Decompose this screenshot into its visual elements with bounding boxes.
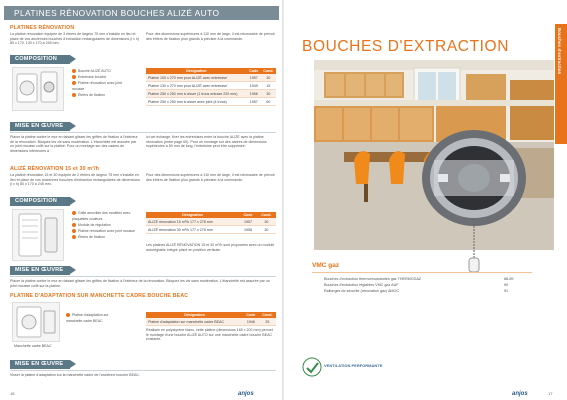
left-page — [0, 0, 283, 400]
page-title-bar: PLATINES RÉNOVATION BOUCHES ALIZÉ AUTO — [4, 6, 279, 20]
fan-product-image — [404, 120, 544, 280]
cell-code: 1957 — [247, 98, 261, 106]
cell-cond: 25 — [259, 318, 276, 326]
cell-cond: 30 — [257, 226, 276, 234]
cell-designation: Platine 100 x 270 mm pour ALIZÉ avec entretoise — [146, 74, 247, 82]
legend-item: Platine rénovation avec joint mousse — [78, 229, 136, 233]
certification-icon — [302, 356, 322, 378]
table-row — [146, 218, 276, 226]
table-row — [146, 318, 276, 326]
cell-code: 1956 — [247, 90, 261, 98]
legend-item: Platine rénovation avec joint mousse — [72, 81, 122, 91]
col-header: Désignation — [146, 212, 239, 218]
mise-en-oeuvre-band: MISE EN ŒUVRE — [10, 122, 70, 131]
section-heading-beac: PLATINE D'ADAPTATION SUR MANCHETTE CADRE BOUCHE BEAC — [10, 293, 189, 299]
anjos-logo: anjos — [238, 391, 254, 397]
col-header: Désignation — [146, 68, 247, 74]
cert-label: VENTILATION PERFORMANTE — [324, 363, 383, 368]
col-header: Code — [239, 212, 257, 218]
cell-designation: ALIZÉ rénovation 30 m³/h 177 x 278 mm — [146, 226, 239, 234]
product-table-1 — [146, 68, 276, 106]
mise-left-text: Placer la platine contre le mur en faisant glisser les griffes de fixation à l'intérieur de la rénovation. Bloquez les vis sans modération. L'étanchéité est assurée par un joint mousse collé sur la platine. Pour un montage sur des cadres de dimensions inférieures à — [10, 135, 138, 153]
cell-designation: Platine 250 x 250 mm à visser (1 trous entraxe 220 mm) — [146, 90, 247, 98]
table-row — [146, 98, 276, 106]
cell-code: 1957 — [247, 74, 261, 82]
cell-code: 1958 — [239, 226, 257, 234]
legend-item: Étriers de fixation — [78, 93, 106, 97]
legend-item: Grille amovible des modèles avec plaquettes couleurs — [72, 211, 131, 221]
cell-designation: Platine 130 x 270 mm pour ALIZÉ avec entretoise — [146, 82, 247, 90]
cell-code: 1957 — [239, 218, 257, 226]
legend-item: Bouche ALIZÉ AUTO — [78, 69, 111, 73]
table-row — [146, 82, 276, 90]
intro-right-text: Pour des dimensions supérieures à 110 mm de large, il est nécessaire de prévoir des étriers de fixation plus grands à préciser à la commande. — [146, 32, 275, 41]
page-number: 18 — [10, 391, 15, 396]
col-header: Cond. — [261, 68, 276, 74]
table-note: Les platines ALIZÉ RÉNOVATION 15 et 30 m³/h sont proposées avec un module autoréglable intégré placé en position verticale. — [146, 243, 275, 252]
legend-item: Module de régulation — [78, 223, 111, 227]
right-page — [284, 0, 567, 400]
divider — [10, 132, 276, 133]
cell-code: 1946 — [243, 318, 259, 326]
col-header: Code — [243, 312, 259, 318]
composition-legend — [72, 210, 138, 240]
composition-legend — [72, 68, 134, 98]
table-row — [146, 74, 276, 82]
product-line: Rallonges de sécurité (rénovation gaz) AMOC — [324, 289, 400, 293]
cell-cond: 60 — [261, 98, 276, 106]
col-header: Désignation — [146, 312, 243, 318]
composition-band: COMPOSITION — [10, 197, 70, 206]
mise-en-oeuvre-band: MISE EN ŒUVRE — [10, 266, 70, 275]
anjos-logo: anjos — [512, 391, 528, 397]
mise-en-oeuvre-band: MISE EN ŒUVRE — [10, 360, 70, 369]
alize-renovation-image — [12, 209, 64, 261]
divider — [10, 276, 276, 277]
mise-text: Placer la platine contre le mur en faisant glisser les griffes de fixation à l'intérieur de la rénovation. Bloquez les vis sans modération. L'étanchéité est assurée par un joint mousse collé sur la platine. — [10, 279, 270, 288]
beac-caption: Manchette cadre BEAC — [14, 344, 52, 348]
section-side-tab — [555, 24, 567, 144]
cell-designation: Platine 250 x 250 mm à visser avec joint (4 trous) — [146, 98, 247, 106]
product-table-3 — [146, 312, 276, 326]
section-heading-alize-renovation: ALIZÉ RÉNOVATION 15 et 30 m³/h — [10, 166, 100, 172]
beac-adapter-image — [12, 302, 60, 342]
mise-text: Visser la platine d'adaptation sur la manchette cadre de l'ancienne bouche BEAC. — [10, 373, 140, 377]
cell-cond: 30 — [261, 74, 276, 82]
table-note: Réalisée en polystyrène blanc, cette platine (dimensions 165 x 202 mm) permet le montage d'une bouche ALIZÉ AUTO sur une manchette cadre bouche BEAC existante. — [146, 328, 273, 342]
page-title: BOUCHES D'EXTRACTION — [302, 38, 510, 55]
vmc-gaz-heading: VMC gaz — [312, 262, 340, 269]
composition-band: COMPOSITION — [10, 55, 70, 64]
alize-auto-exploded-image — [12, 67, 64, 111]
cell-cond: 30 — [261, 90, 276, 98]
col-header: Cond. — [259, 312, 276, 318]
product-line: Bouches d'extraction réglables VMC gaz AUF — [324, 283, 399, 287]
table-row — [146, 226, 276, 234]
product-table-2 — [146, 212, 276, 234]
divider — [10, 370, 276, 371]
legend-item: Étriers de fixation — [78, 235, 106, 239]
cell-cond: 30 — [257, 218, 276, 226]
side-tab-label: Bouches d'extraction — [557, 28, 562, 75]
certification-badge — [302, 356, 392, 378]
legend-item: Entretoise bouche — [78, 75, 107, 79]
product-page: 91 — [504, 289, 509, 293]
legend-item: Platine d'adaptation sur manchette cadre BEAC — [66, 313, 109, 323]
intro-right-text: Pour des dimensions supérieures à 110 mm de large, il est nécessaire de prévoir des étriers de fixation plus grands à préciser à la commande. — [146, 173, 275, 182]
col-header: Cond. — [257, 212, 276, 218]
table-row — [146, 90, 276, 98]
page-number: 17 — [548, 391, 553, 396]
cell-designation: Platine d'adaptation sur manchette cadre BEAC — [146, 318, 243, 326]
mise-right-text: Ici cet échange, fixer les entretoises entre la bouche ALIZÉ avec la platine rénovation (entre page 60). Pour un montage sur des cadres de dimensions supérieures à 50 mm de long, l'entretoise peut être supprimée. — [146, 135, 267, 149]
intro-left-text: La platine rénovation 15 et 30 équipée de 2 étriers de largeur 75 mm s'installe en lieu et place de vos anciennes bouches d'extraction rectangulaires de dimensions (l x h) 80 x 170 à 245 mm. — [10, 173, 140, 187]
product-line: Bouches d'extraction thermomodulantes gaz THERMOGAZ — [324, 277, 422, 281]
cell-designation: ALIZÉ rénovation 15 m³/h 177 x 278 mm — [146, 218, 239, 226]
product-page: 90 — [504, 283, 509, 287]
intro-left-text: La platine rénovation équipée de 3 étriers de largeur 75 mm s'installe en lieu et place de vos anciennes bouches d'extraction rectangulaires de dimensions (l x h) 80 x 170, 130 x 170 à 245 mm. — [10, 32, 140, 46]
beac-legend — [66, 312, 122, 324]
divider — [312, 272, 532, 273]
product-page: 88-89 — [504, 277, 514, 281]
section-heading-renovation: PLATINES RÉNOVATION — [10, 25, 75, 31]
cell-code: 1949 — [247, 82, 261, 90]
cell-cond: 15 — [261, 82, 276, 90]
col-header: Code — [247, 68, 261, 74]
